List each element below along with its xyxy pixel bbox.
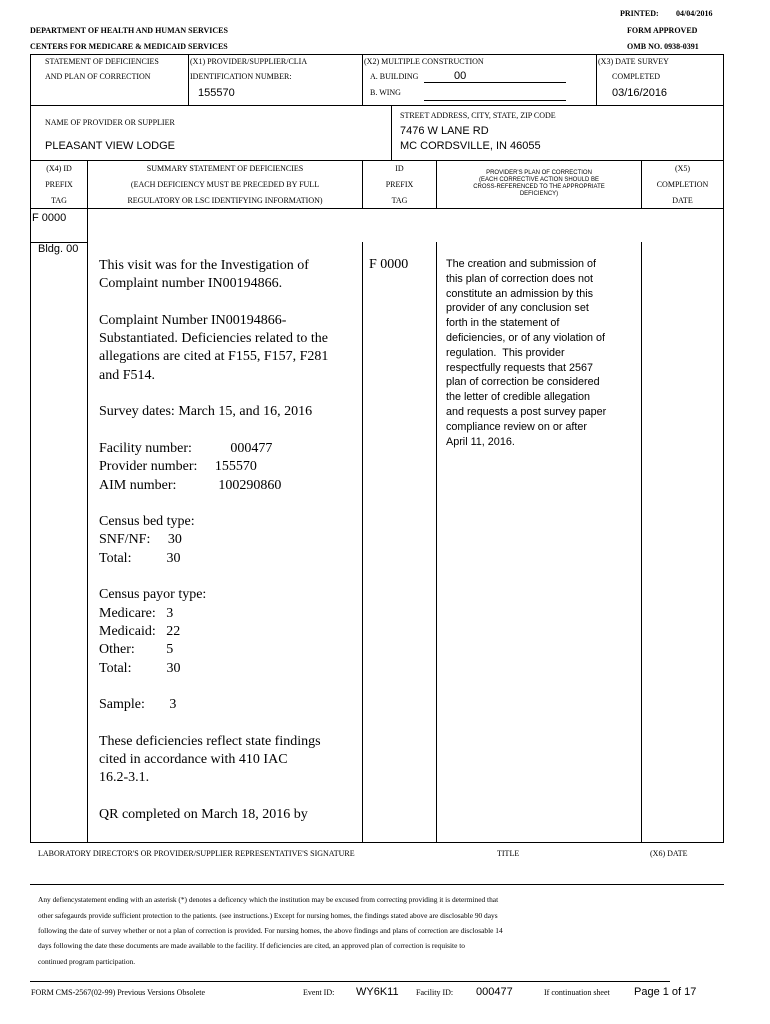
x1-label-1: (X1) PROVIDER/SUPPLIER/CLIA	[190, 57, 308, 66]
disclaimer-line-1: Any defiencystatement ending with an asterisk (*) denotes a deficency which the institution may be excused from correcting providing it is determined that	[38, 895, 499, 904]
statement-label-1: STATEMENT OF DEFICIENCIES	[45, 57, 159, 66]
id-label-2: PREFIX	[385, 180, 414, 189]
centers-title: CENTERS FOR MEDICARE & MEDICAID SERVICES	[30, 42, 228, 51]
x2-label: (X2) MULTIPLE CONSTRUCTION	[364, 57, 484, 66]
disclaimer-line-4: days following the date these documents are made available to the facility. If deficiencies are cited, an approved plan of correction is requisite to	[38, 941, 465, 950]
poc-header-2: (EACH CORRECTIVE ACTION SHOULD BE	[478, 177, 600, 183]
id-label-1: ID	[395, 164, 404, 173]
building-label: A. BUILDING	[370, 72, 419, 81]
omb-number: OMB NO. 0938-0391	[627, 42, 699, 51]
director-signature-label: LABORATORY DIRECTOR'S OR PROVIDER/SUPPLIER REPRESENTATIVE'S SIGNATURE	[38, 849, 355, 858]
disclaimer-line-3: following the date of survey whether or not a plan of correction is provided. For nursing homes, the above findings and plans of correction are disclosable 14	[38, 926, 503, 935]
disclaimer-line-5: continued program participation.	[38, 957, 136, 966]
form-approved: FORM APPROVED	[627, 26, 698, 35]
summary-header-1: SUMMARY STATEMENT OF DEFICIENCIES	[146, 164, 304, 173]
title-label: TITLE	[497, 849, 520, 858]
statement-label-2: AND PLAN OF CORRECTION	[45, 72, 151, 81]
form-cms-label: FORM CMS-2567(02-99) Previous Versions Obsolete	[31, 988, 206, 997]
tag-left: F 0000	[32, 212, 67, 224]
building-note: Bldg. 00	[38, 243, 79, 255]
facility-id-value: 000477	[476, 986, 513, 998]
tag-right: F 0000	[369, 257, 409, 272]
plan-of-correction: The creation and submission of this plan of correction does not constitute an admission by this provider of any conclusion set forth in the statement of deficiencies, or of any violation of regulation. This provider respectfully requests that 2567 plan of correction be considered the letter of credible allegation and requests a post survey paper compliance review on or after April 11, 2016.	[446, 258, 607, 448]
provider-name-label: NAME OF PROVIDER OR SUPPLIER	[45, 118, 175, 127]
event-id-label: Event ID:	[303, 988, 335, 997]
poc-header-1: PROVIDER'S PLAN OF CORRECTION	[486, 170, 592, 176]
address-line-2: MC CORDSVILLE, IN 46055	[400, 140, 541, 152]
x1-label-2: IDENTIFICATION NUMBER:	[190, 72, 292, 81]
printed-label: PRINTED:	[620, 9, 659, 18]
x3-label-1: (X3) DATE SURVEY	[598, 57, 669, 66]
x5-label-2: COMPLETION	[656, 180, 709, 189]
provider-id-value: 155570	[198, 87, 235, 99]
facility-id-label: Facility ID:	[416, 988, 454, 997]
poc-header-4: DEFICIENCY)	[519, 191, 559, 197]
printed-date: 04/04/2016	[676, 9, 713, 18]
wing-label: B. WING	[370, 88, 401, 97]
continuation-label: If continuation sheet	[544, 988, 610, 997]
department-title: DEPARTMENT OF HEALTH AND HUMAN SERVICES	[30, 26, 228, 35]
id-label-3: TAG	[391, 196, 408, 205]
disclaimer-line-2: other safegaurds provide sufficient protection to the patients. (see instructions.) Except for nursing homes, the findings stated above are disclosable 90 days	[38, 911, 498, 920]
x3-label-2: COMPLETED	[612, 72, 660, 81]
x5-label-3: DATE	[672, 196, 693, 205]
provider-name-value: PLEASANT VIEW LODGE	[45, 140, 176, 152]
x6-date-label: (X6) DATE	[650, 849, 688, 858]
x5-label-1: (X5)	[674, 164, 691, 173]
event-id-value: WY6K11	[356, 986, 399, 998]
page-number: Page 1 of 17	[634, 986, 697, 998]
building-value: 00	[454, 70, 467, 82]
building-underline	[424, 82, 566, 83]
summary-header-3: REGULATORY OR LSC IDENTIFYING INFORMATION)	[127, 196, 323, 205]
poc-header-3: CROSS-REFERENCED TO THE APPROPRIATE	[473, 184, 605, 190]
summary-header-2: (EACH DEFICIENCY MUST BE PRECEDED BY FULL	[130, 180, 320, 189]
summary-statement: This visit was for the Investigation of Complaint number IN00194866. Complaint Number IN00194866- Substantiated. Deficiencies related to the allegations are cited at F155, F157, F281 and F514. Survey dates: March 15, and 16, 2016 Facility number: 000477 Provider number: 155570 AIM number: 100290860 Census bed type: SNF/NF: 30 Total: 30 Census payor type: Medicare: 3 Medicaid: 22 Other: 5 Total: 30 Sample: 3 These deficiencies reflect state findings cited in accordance with 410 IAC 16.2-3.1. QR completed on March 18, 2016 by	[99, 258, 329, 822]
x4-label-2: PREFIX	[45, 180, 73, 189]
x4-label-1: (X4) ID	[46, 164, 72, 173]
wing-underline	[424, 100, 566, 101]
address-label: STREET ADDRESS, CITY, STATE, ZIP CODE	[400, 111, 556, 120]
survey-date-value: 03/16/2016	[612, 87, 668, 99]
address-line-1: 7476 W LANE RD	[400, 125, 489, 137]
x4-label-3: TAG	[51, 196, 67, 205]
